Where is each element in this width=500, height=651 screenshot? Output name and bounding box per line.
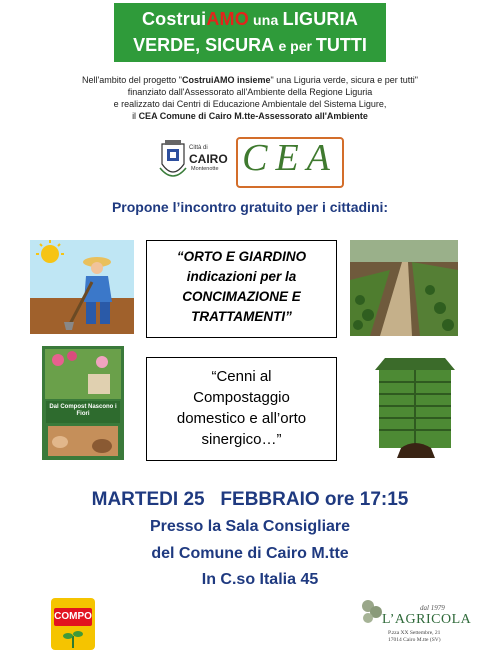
vine-leaves-icon xyxy=(360,598,384,624)
project-banner xyxy=(114,3,386,62)
cea-logo: CEA xyxy=(236,137,344,188)
event-venue-municipality: del Comune di Cairo M.tte xyxy=(151,545,349,562)
banner-line-1: CostruiAMO una LIGURIA xyxy=(141,9,359,29)
event-venue: Presso la Sala Consigliare xyxy=(149,518,351,535)
lagricola-logo: dal 1979 L’AGRICOLA P.zza XX Settembre, 21 17014 Cairo M.tte (SV) xyxy=(360,596,472,650)
topic-box-garden: “ORTO E GIARDINO indicazioni per la CONCIMAZIONE E TRATTAMENTI” xyxy=(146,240,337,338)
event-date-time: MARTEDI 25 FEBBRAIO ore 17:15 xyxy=(91,489,409,510)
cairo-montenotte-logo: Città di CAIRO Montenotte xyxy=(158,138,230,184)
invitation-heading: Propone l’incontro gratuito per i cittadini: xyxy=(111,199,389,215)
intro-paragraph: Nell'ambito del progetto "CostruiAMO insieme" una Liguria verde, sicura e per tutti" finanziato dall'Assessorato all'Ambiente della Regione Liguria e realizzato dai Centri di Educazione Ambientale del Sistema Ligure, il CEA Comune di Cairo M.tte-Assessorato all'Ambiente xyxy=(82,75,418,121)
vegetable-garden-photo xyxy=(350,240,458,336)
compost-bin-photo xyxy=(371,354,459,458)
compost-book-cover: Dal Compost Nascono i Fiori xyxy=(42,346,124,460)
farmer-illustration xyxy=(30,240,134,334)
compo-logo: COMPO xyxy=(51,598,95,650)
banner-line-2: VERDE, SICURA e per TUTTI xyxy=(133,35,367,55)
topic-box-compost: “Cenni al Compostaggio domestico e all’orto sinergico…” xyxy=(146,357,337,461)
event-address: In C.so Italia 45 xyxy=(201,571,319,588)
plant-icon xyxy=(59,628,87,648)
